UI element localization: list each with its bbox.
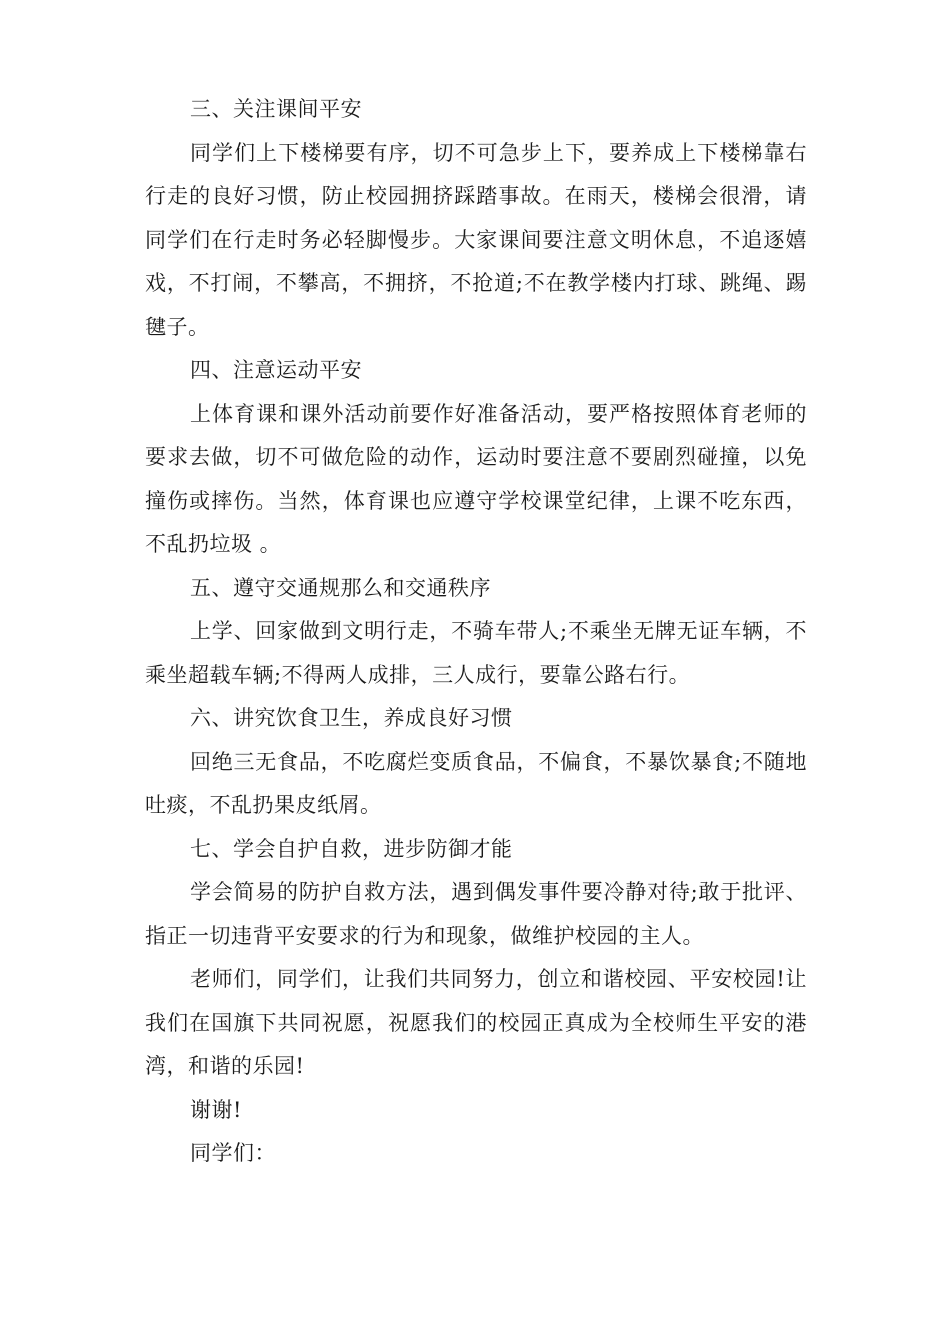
section-heading-6: 六、讲究饮食卫生，养成良好习惯 — [190, 706, 513, 730]
paragraph-closing: 老师们，同学们，让我们共同努力，创立和谐校园、平安校园!让我们在国旗下共同祝愿，祝愿我们的校园正真成为全校师生平安的港湾，和谐的乐园! — [145, 967, 807, 1078]
paragraph-traffic-rules: 上学、回家做到文明行走，不骑车带人;不乘坐无牌无证车辆，不乘坐超载车辆;不得两人成排，三人成行，要靠公路右行。 — [145, 619, 807, 687]
paragraph-break-safety: 同学们上下楼梯要有序，切不可急步上下，要养成上下楼梯靠右行走的良好习惯，防止校园拥挤踩踏事故。在雨天，楼梯会很滑，请同学们在行走时务必轻脚慢步。大家课间要注意文明休息，不追逐嬉戏，不打闹，不攀高，不拥挤，不抢道;不在教学楼内打球、跳绳、踢毽子。 — [145, 140, 807, 339]
document-body — [145, 88, 807, 1176]
section-heading-5: 五、遵守交通规那么和交通秩序 — [190, 575, 491, 600]
section-heading-3: 三、关注课间平安 — [190, 97, 362, 121]
paragraph-thanks: 谢谢! — [190, 1097, 242, 1122]
paragraph-greeting: 同学们： — [190, 1141, 276, 1165]
section-heading-7: 七、学会自护自救，进步防御才能 — [190, 836, 513, 861]
paragraph-food-hygiene: 回绝三无食品，不吃腐烂变质食品，不偏食，不暴饮暴食;不随地吐痰，不乱扔果皮纸屑。 — [145, 749, 807, 817]
paragraph-self-protection: 学会简易的防护自救方法，遇到偶发事件要冷静对待;敢于批评、指正一切违背平安要求的行为和现象，做维护校园的主人。 — [145, 880, 807, 948]
paragraph-sports-safety: 上体育课和课外活动前要作好准备活动，要严格按照体育老师的要求去做，切不可做危险的动作，运动时要注意不要剧烈碰撞，以免撞伤或摔伤。当然，体育课也应遵守学校课堂纪律，上课不吃东西，不乱扔垃圾 。 — [145, 401, 807, 556]
section-heading-4: 四、注意运动平安 — [190, 358, 362, 382]
